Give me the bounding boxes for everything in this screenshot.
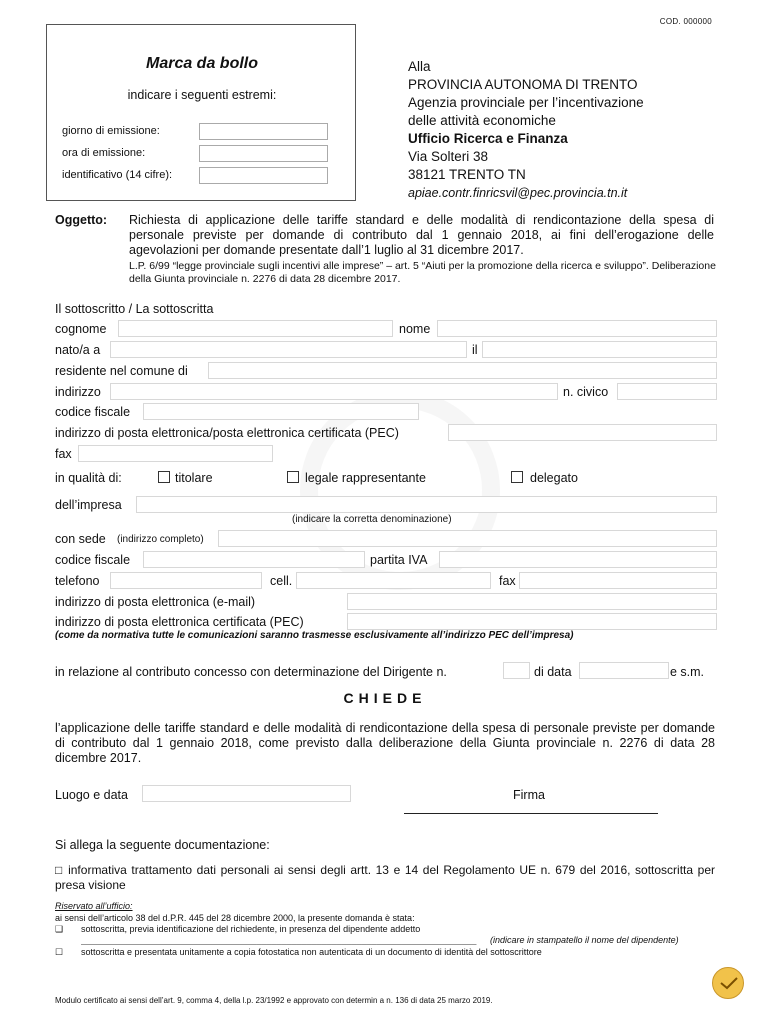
nome-field[interactable] [437, 320, 717, 337]
impresa-hint: (indicare la corretta denominazione) [292, 514, 452, 525]
birthdate-field[interactable] [482, 341, 717, 358]
recipient-line: Alla [408, 59, 431, 74]
impresa-label: dell’impresa [55, 498, 122, 512]
luogo-field[interactable] [142, 785, 351, 802]
qualita-label: in qualità di: [55, 471, 122, 485]
seal-icon [712, 967, 744, 999]
determina-date-field[interactable] [579, 662, 669, 679]
legale-label: legale rappresentante [305, 471, 426, 485]
cell-label: cell. [270, 574, 293, 588]
delegato-checkbox[interactable] [511, 471, 523, 483]
subject-note: L.P. 6/99 “legge provinciale sugli incentivi alle imprese” – art. 5 “Aiuti per la promozione della ricerca e sviluppo”. Deliberazione della Giunta provinciale n. 2276 di data 28 dicembre 2017. [129, 260, 716, 285]
titolare-label: titolare [175, 471, 213, 485]
stamp-time-label: ora di emissione: [62, 147, 146, 159]
stamp-day-field[interactable] [199, 123, 328, 140]
recipient-line: delle attività economiche [408, 113, 556, 128]
impresa-field[interactable] [136, 496, 717, 513]
telefono-field[interactable] [110, 572, 262, 589]
stamp-id-label: identificativo (14 cifre): [62, 169, 173, 181]
recipient-city: 38121 TRENTO TN [408, 167, 526, 182]
telefono-label: telefono [55, 574, 100, 588]
relazione-label: in relazione al contributo concesso con determinazione del Dirigente n. [55, 665, 447, 679]
fax-field[interactable] [78, 445, 273, 462]
signature-line[interactable] [404, 813, 658, 814]
piva-field[interactable] [439, 551, 717, 568]
luogo-label: Luogo e data [55, 788, 128, 802]
cf2-field[interactable] [143, 551, 365, 568]
office-opt1: sottoscritta, previa identificazione del richiedente, in presenza del dipendente addetto [81, 924, 421, 934]
office-opt2: sottoscritta e presentata unitamente a copia fotostatica non autenticata di un documento di identità del sottoscrittore [81, 947, 542, 957]
indirizzo-field[interactable] [110, 383, 558, 400]
pec-label: indirizzo di posta elettronica/posta elettronica certificata (PEC) [55, 426, 399, 440]
recipient-pec: apiae.contr.finricsvil@pec.provincia.tn.it [408, 186, 628, 200]
email-field[interactable] [347, 593, 717, 610]
recipient-office: Ufficio Ricerca e Finanza [408, 131, 568, 146]
civico-label: n. civico [563, 385, 609, 399]
pec2-label: indirizzo di posta elettronica certificata (PEC) [55, 615, 304, 629]
office-title: Riservato all’ufficio: [55, 901, 133, 911]
stamp-title: Marca da bollo [145, 55, 259, 72]
footer-text: Modulo certificato ai sensi dell’art. 9, comma 4, della l.p. 23/1992 e approvato con determin a n. 136 di data 25 marzo 2019. [55, 996, 493, 1005]
request-heading: CHIEDE [343, 690, 427, 706]
il-label: il [472, 343, 478, 357]
esm-label: e s.m. [670, 665, 705, 679]
cf-field[interactable] [143, 403, 419, 420]
pec-note: (come da normativa tutte le comunicazioni saranno trasmesse esclusivamente all’indirizzo PEC dell’impresa) [55, 630, 574, 641]
request-text: l’applicazione delle tariffe standard e delle modalità di rendicontazione della spesa di personale previste per domande di contributo dal 1 gennaio 2018, come previsto dalla deliberazione della Giunta provinciale n. 2276 di data 28 dicembre 2017. [55, 721, 715, 765]
fax2-field[interactable] [519, 572, 717, 589]
recipient-address [408, 58, 644, 202]
cf-label: codice fiscale [55, 405, 131, 419]
civico-field[interactable] [617, 383, 717, 400]
recipient-street: Via Solteri 38 [408, 149, 489, 164]
determina-number-field[interactable] [503, 662, 530, 679]
nato-label: nato/a a [55, 343, 101, 357]
employee-name-line[interactable]: _______________________________________________________________________________ [81, 935, 477, 945]
attachment-item: □ informativa trattamento dati personali ai sensi degli artt. 13 e 14 del Regolamento UE n. 679 del 2016, sottoscritta per presa visione [55, 863, 715, 892]
office-intro: ai sensi dell’articolo 38 del d.P.R. 445 del 28 dicembre 2000, la presente domanda è stata: [55, 913, 415, 923]
form-intro: Il sottoscritto / La sottoscritta [55, 302, 214, 316]
office-checkbox-2[interactable]: ☐ [55, 947, 64, 957]
fax2-label: fax [499, 574, 516, 588]
stamp-day-label: giorno di emissione: [62, 125, 160, 137]
legale-checkbox[interactable] [287, 471, 299, 483]
sede-hint: (indirizzo completo) [117, 534, 204, 545]
sede-field[interactable] [218, 530, 717, 547]
indirizzo-label: indirizzo [55, 385, 101, 399]
form-code: COD. 000000 [659, 17, 712, 26]
residente-field[interactable] [208, 362, 717, 379]
stamp-id-field[interactable] [199, 167, 328, 184]
stamp-time-field[interactable] [199, 145, 328, 162]
titolare-checkbox[interactable] [158, 471, 170, 483]
cell-field[interactable] [296, 572, 491, 589]
email-label: indirizzo di posta elettronica (e-mail) [55, 595, 256, 609]
attachments-intro: Si allega la seguente documentazione: [55, 838, 270, 852]
cognome-field[interactable] [118, 320, 393, 337]
cognome-label: cognome [55, 322, 107, 336]
recipient-line: PROVINCIA AUTONOMA DI TRENTO [408, 77, 638, 92]
stamp-box [46, 24, 356, 201]
pec-field[interactable] [448, 424, 717, 441]
fax-label: fax [55, 447, 72, 461]
subject-text: Richiesta di applicazione delle tariffe standard e delle modalità di rendicontazione della spesa di personale previste per domande di contributo dal 1 gennaio 2018, ai fini dell’erogazione delle agevolazioni per domande presentate dall’1 luglio al 31 dicembre 2017. [129, 213, 714, 257]
delegato-label: delegato [530, 471, 578, 485]
residente-label: residente nel comune di [55, 364, 188, 378]
recipient-line: Agenzia provinciale per l’incentivazione [408, 95, 644, 110]
cf2-label: codice fiscale [55, 553, 131, 567]
subject-label: Oggetto: [55, 213, 108, 227]
didata-label: di data [534, 665, 572, 679]
pec2-field[interactable] [347, 613, 717, 630]
piva-label: partita IVA [370, 553, 428, 567]
sede-label: con sede [55, 532, 106, 546]
office-checkbox-1[interactable]: ❑ [55, 924, 64, 934]
office-opt1-hint: (indicare in stampatello il nome del dipendente) [490, 935, 679, 945]
nato-field[interactable] [110, 341, 467, 358]
firma-label: Firma [513, 788, 545, 802]
stamp-subtitle: indicare i seguenti estremi: [127, 88, 277, 102]
nome-label: nome [399, 322, 431, 336]
